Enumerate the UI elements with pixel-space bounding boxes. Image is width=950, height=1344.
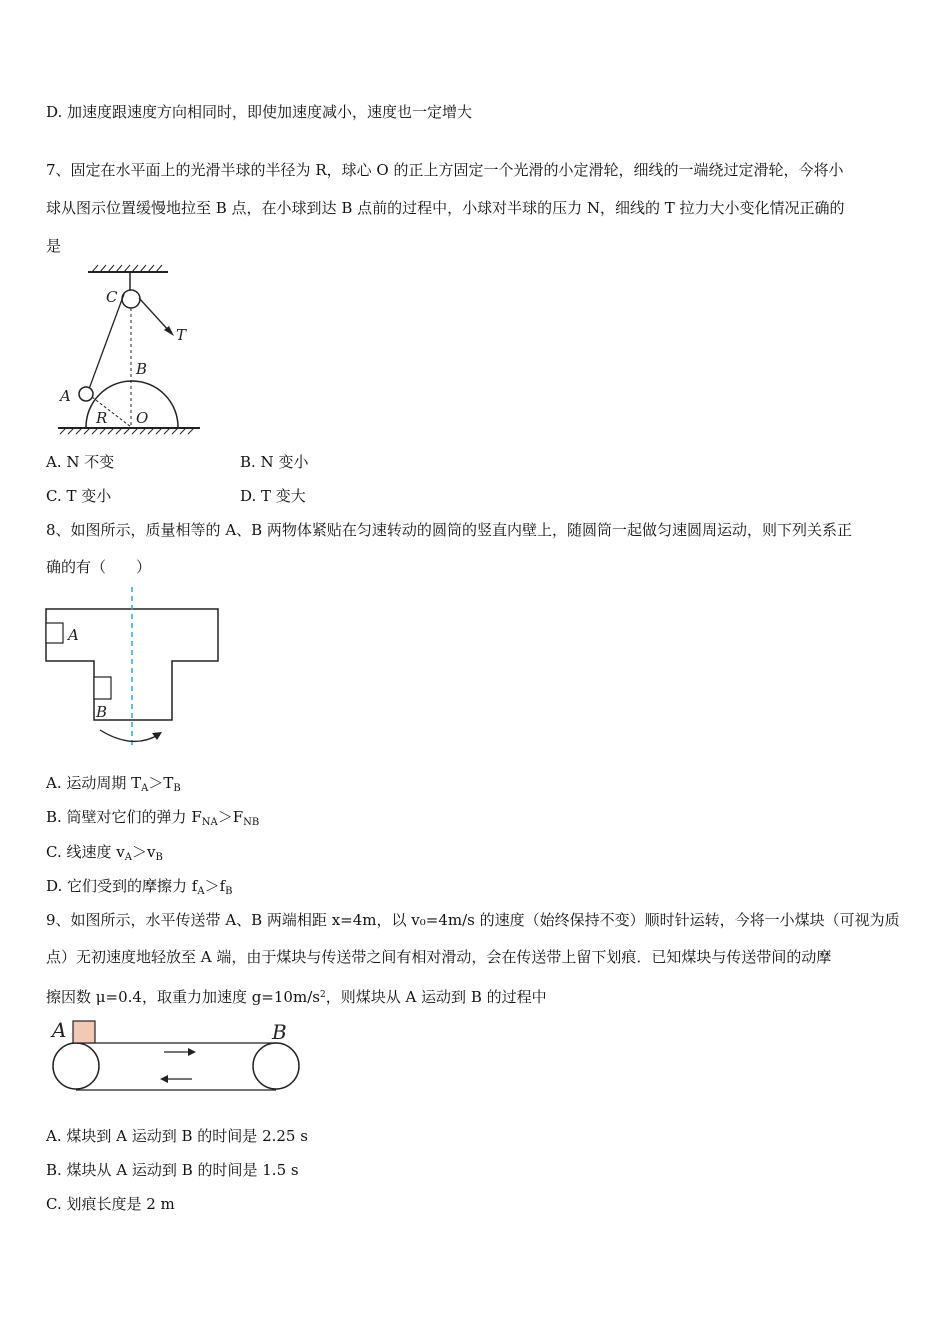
label-t: T <box>176 326 187 344</box>
q6-option-d: D. 加速度跟速度方向相同时，即使加速度减小，速度也一定增大 <box>46 103 473 121</box>
q8-option-d[interactable]: D. 它们受到的摩擦力 $f_A>f_B$ <box>46 877 233 897</box>
q7-stem-line1: 7、固定在水平面上的光滑半球的半径为 R，球心 O 的正上方固定一个光滑的小定滑轮，细线的一端绕过定滑轮，今将小 <box>46 161 844 179</box>
label-c: C <box>106 288 118 306</box>
q9-stem-line3: 擦因数 μ=0.4，取重力加速度 $g=10m/s^2$，则煤块从 A 运动到 B 的过程中 <box>46 988 547 1006</box>
q8-option-a[interactable]: A. 运动周期 $T_A>T_B$ <box>46 774 181 794</box>
q7-stem-line3: 是 <box>46 237 62 255</box>
q8-stem-line2: 确的有（ ） <box>46 558 152 576</box>
q8-option-b[interactable]: B. 筒壁对它们的弹力 $F_{NA}>F_{NB}$ <box>46 808 260 828</box>
q7-option-d[interactable]: D. T 变大 <box>240 487 306 505</box>
roller-b <box>253 1043 299 1089</box>
block-b <box>94 677 111 699</box>
block-a <box>46 623 63 643</box>
q8-stem-line1: 8、如图所示，质量相等的 A、B 两物体紧贴在匀速转动的圆筒的竖直内壁上，随圆筒一起做匀速圆周运动，则下列关系正 <box>46 521 852 539</box>
q9-stem-line1: 9、如图所示，水平传送带 A、B 两端相距 x=4m，以 v₀=4m/s 的速度（始终保持不变）顺时针运转，今将一小煤块（可视为质 <box>46 911 900 929</box>
q7-option-c[interactable]: C. T 变小 <box>46 487 112 505</box>
q9-conveyor-figure <box>46 1015 306 1095</box>
q9-option-a[interactable]: A. 煤块到 A 运动到 B 的时间是 2.25 s <box>46 1127 308 1145</box>
roller-a <box>53 1043 99 1089</box>
q9-option-c[interactable]: C. 划痕长度是 2 m <box>46 1195 175 1213</box>
q7-stem-line2: 球从图示位置缓慢地拉至 B 点，在小球到达 B 点前的过程中，小球对半球的压力 N，细线的 T 拉力大小变化情况正确的 <box>46 199 845 217</box>
svg-text:A: A <box>68 626 79 644</box>
label-r: R <box>96 409 108 427</box>
q9-stem-line2: 点）无初速度地轻放至 A 端，由于煤块与传送带之间有相对滑动，会在传送带上留下划痕．已知煤块与传送带间的动摩 <box>46 948 832 966</box>
svg-text:B: B <box>272 1020 287 1044</box>
label-o: O <box>136 409 149 427</box>
coal-block <box>73 1021 95 1043</box>
pulley <box>122 290 140 308</box>
q7-option-a[interactable]: A. N 不变 <box>46 453 115 471</box>
label-a: A <box>60 387 71 405</box>
q9-option-b[interactable]: B. 煤块从 A 运动到 B 的时间是 1.5 s <box>46 1161 299 1179</box>
q7-hemisphere-pulley-figure <box>50 262 210 442</box>
q8-cylinder-figure <box>40 585 230 755</box>
q8-option-c[interactable]: C. 线速度 $v_A>v_B$ <box>46 843 163 863</box>
ball-a <box>79 387 93 401</box>
label-b: B <box>136 360 148 378</box>
q7-option-b[interactable]: B. N 变小 <box>240 453 309 471</box>
svg-text:A: A <box>52 1018 67 1042</box>
svg-text:B: B <box>96 703 108 721</box>
